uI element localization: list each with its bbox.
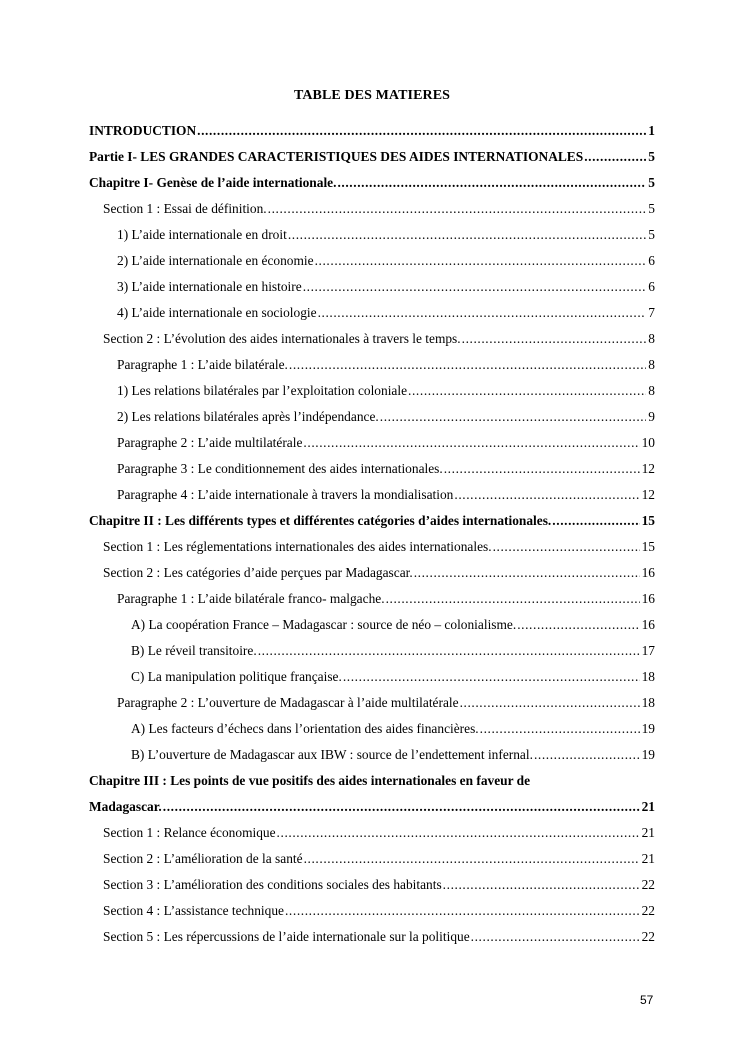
toc-entry-page: 15 [641,513,655,528]
toc-entry-text: Paragraphe 3 : Le conditionnement des aides internationales. [117,461,443,476]
toc-entry-text: Paragraphe 2 : L’aide multilatérale [117,435,303,450]
toc-entry-text: Partie I- LES GRANDES CARACTERISTIQUES DES AIDES INTERNATIONALES [89,149,584,164]
toc-entry-page: 12 [641,461,655,476]
toc-entry-page: 16 [641,617,655,632]
toc-entry-page: 17 [641,643,655,658]
toc-entry-page: 16 [641,565,655,580]
toc-entry-text: 3) L’aide internationale en histoire [117,279,302,294]
toc-entry[interactable] [89,123,655,139]
toc-entry-page: 7 [648,305,655,320]
toc-entry-text: Paragraphe 1 : L’aide bilatérale franco- malgache. [117,591,385,606]
toc-entry-page: 15 [641,539,655,554]
toc-entry-text: Section 1 : Les réglementations internationales des aides internationales. [103,539,492,554]
toc-entry[interactable] [89,799,655,815]
toc-entry[interactable] [117,253,655,269]
toc-entry-text: Section 2 : L’évolution des aides internationales à travers le temps. [103,331,461,346]
toc-entry-text: B) L’ouverture de Madagascar aux IBW : source de l’endettement infernal. [131,747,533,762]
toc-entry-text: Section 3 : L’amélioration des conditions sociales des habitants [103,877,442,892]
toc-entry[interactable] [103,331,655,347]
toc-entry[interactable] [131,721,655,737]
toc-entry-text: 1) Les relations bilatérales par l’exploitation coloniale [117,383,408,398]
toc-entry-page: 22 [641,903,655,918]
toc-entry[interactable] [103,877,655,893]
toc-entry-page: 18 [641,669,655,684]
toc-entry-text: 4) L’aide internationale en sociologie [117,305,317,320]
toc-entry-page: 8 [648,383,655,398]
toc-entry-text: Section 2 : Les catégories d’aide perçues par Madagascar. [103,565,413,580]
toc-entry-text: Paragraphe 1 : L’aide bilatérale. [117,357,288,372]
toc-entry-text: Chapitre I- Genèse de l’aide internationale. [89,175,337,190]
toc-entry[interactable] [103,825,655,841]
toc-entry-text: Paragraphe 2 : L’ouverture de Madagascar à l’aide multilatérale [117,695,459,710]
toc-entry[interactable] [89,149,655,165]
toc-entry-text: Chapitre II : Les différents types et différentes catégories d’aides internationales. [89,513,552,528]
toc-entry-heading[interactable] [89,773,530,789]
toc-entry[interactable] [103,201,655,217]
toc-entry-text: Section 1 : Essai de définition. [103,201,267,216]
toc-entry-page: 21 [641,799,655,814]
toc-entry-text: A) La coopération France – Madagascar : source de néo – colonialisme. [131,617,517,632]
page-title: TABLE DES MATIERES [293,88,451,103]
toc-entry[interactable] [117,695,655,711]
toc-entry[interactable] [131,643,655,659]
toc-entry-page: 9 [648,409,655,424]
toc-entry[interactable] [117,279,655,295]
toc-entry-text: B) Le réveil transitoire. [131,643,257,658]
toc-entry-text: 2) Les relations bilatérales après l’indépendance. [117,409,379,424]
toc-entry-page: 16 [641,591,655,606]
toc-entry[interactable] [103,929,655,945]
toc-entry-page: 10 [641,435,655,450]
toc-entry[interactable] [117,383,655,399]
toc-entry[interactable] [117,409,655,425]
toc-entry[interactable] [131,617,655,633]
toc-entry-page: 5 [648,175,655,190]
toc-entry-text: Section 4 : L’assistance technique [103,903,284,918]
toc-entry[interactable] [117,461,655,477]
toc-entry-page: 21 [641,825,655,840]
toc-entry-page: 6 [648,279,655,294]
toc-entry-page: 22 [641,929,655,944]
toc-entry-page: 8 [648,331,655,346]
toc-entry[interactable] [117,435,655,451]
toc-entry-text: Chapitre III : Les points de vue positifs des aides internationales en faveur de [89,773,531,788]
toc-entry-page: 22 [641,877,655,892]
page-number: 57 [640,993,654,1007]
toc-entry-page: 5 [648,149,655,164]
toc-entry-text: Section 5 : Les répercussions de l’aide internationale sur la politique [103,929,470,944]
toc-entry[interactable] [117,305,655,321]
toc-entry-text: Paragraphe 4 : L’aide internationale à travers la mondialisation [117,487,454,502]
toc-entry[interactable] [89,513,655,529]
toc-entry-text: 2) L’aide internationale en économie [117,253,314,268]
toc-entry-page: 8 [648,357,655,372]
toc-entry[interactable] [117,227,655,243]
toc-entry-text: 1) L’aide internationale en droit [117,227,287,242]
toc-entry-page: 5 [648,201,655,216]
toc-entry[interactable] [89,175,655,191]
toc-entry[interactable] [103,565,655,581]
toc-entry[interactable] [131,669,655,685]
toc-entry-page: 6 [648,253,655,268]
toc-entry[interactable] [131,747,655,763]
toc-entry-page: 18 [641,695,655,710]
toc-entry-text: INTRODUCTION [89,123,197,138]
toc-entry-page: 5 [648,227,655,242]
toc-entry-text: A) Les facteurs d’échecs dans l’orientation des aides financières. [131,721,479,736]
toc-entry[interactable] [117,487,655,503]
toc-entry[interactable] [103,851,655,867]
toc-entry-text: Madagascar. [89,799,162,814]
toc-entry-page: 12 [641,487,655,502]
toc-entry-page: 1 [648,123,655,138]
toc-entry-page: 19 [641,721,655,736]
toc-entry-text: Section 1 : Relance économique [103,825,276,840]
toc-entry[interactable] [103,539,655,555]
toc-entry-page: 19 [641,747,655,762]
toc-entry-page: 21 [641,851,655,866]
toc-entry[interactable] [117,357,655,373]
toc-entry[interactable] [117,591,655,607]
toc-entry-text: C) La manipulation politique française. [131,669,342,684]
toc-entry[interactable] [103,903,655,919]
toc-entry-text: Section 2 : L’amélioration de la santé [103,851,303,866]
